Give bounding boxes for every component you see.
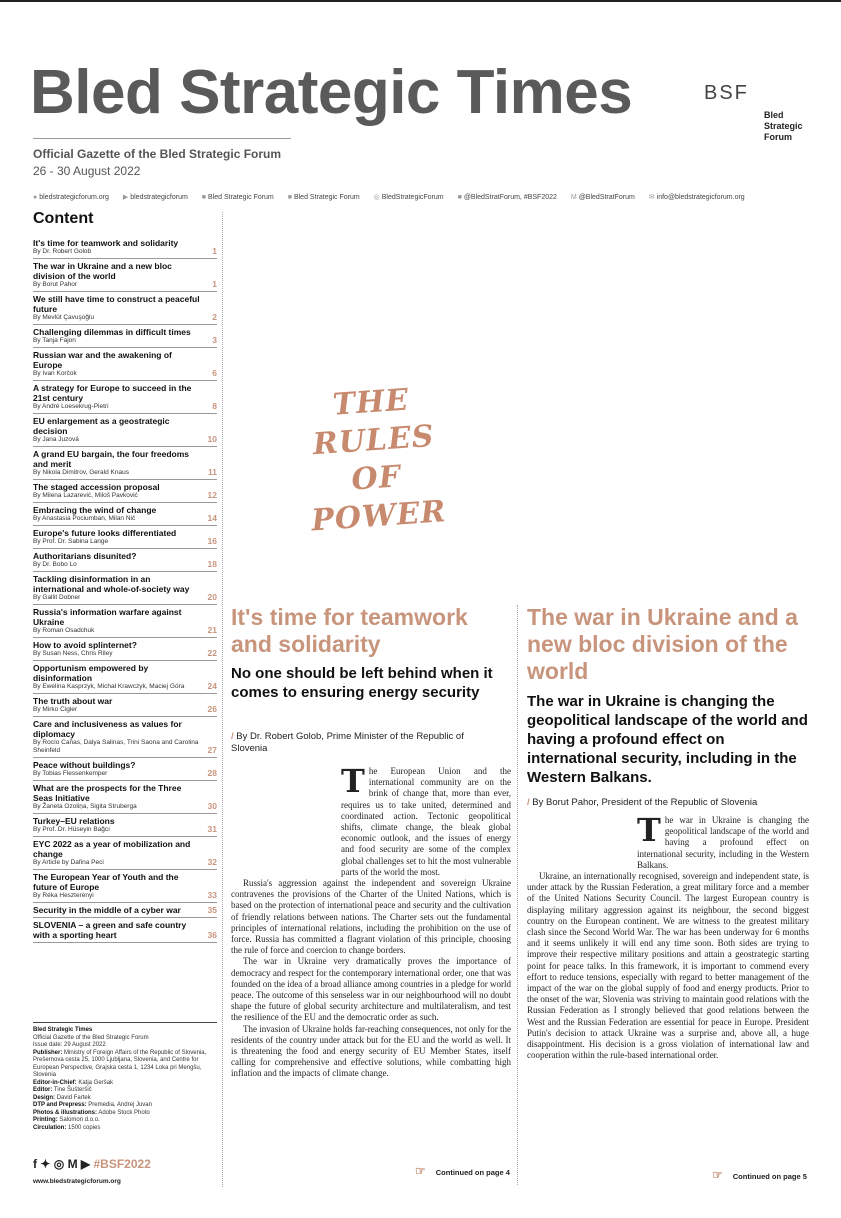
toc-item-page: 2 [212,312,217,322]
masthead-rule [33,138,291,139]
toc-item[interactable] [33,605,217,638]
footer-url[interactable]: www.bledstrategicforum.org [33,1178,121,1185]
toc-item[interactable] [33,661,217,694]
imprint-circulation: 1500 copies [68,1124,101,1131]
article1-byline [231,731,501,755]
social-facebook[interactable]: ■ Bled Strategic Forum [287,194,360,201]
toc-item-author: By Nikola Dimitrov, Gerald Knaus [33,469,129,476]
imprint-dtp: Premedia, Andrej Juvan [88,1102,152,1108]
twitter-icon: ■ [457,194,462,201]
imprint-issue: Issue date: 29 August 2022 [33,1042,106,1048]
imprint-photos: Adobe Stock Photo [98,1109,150,1116]
toc-item-page: 8 [212,401,217,411]
toc-item-page: 30 [207,801,217,811]
toc-item-page: 22 [207,648,217,658]
logo-line: Bled [764,110,784,120]
footer-hashtag[interactable]: #BSF2022 [93,1157,151,1171]
imprint [33,1022,217,1132]
toc-item[interactable] [33,549,217,572]
toc-item-title: The European Year of Youth and the future of Europe [33,872,179,892]
article2-p2: Ukraine, an internationally recognised, sovereign and independent state, is under attack by the Russian Federation, a great military force and a member of the United Nations Security Council. The largest European country is displaying military aggression against its neighbour, the second biggest country on the European continent. We are witness to the greatest military clash since the Second World War. The war has been underway for 6 months and it seems unlikely it will end any time soon. Both sides are trying to improve their respective military positions and attain a geostrategic starting point for peace talks. In this framework, it is important to commend every effort to reduce tensions, especially with regard to better management of the impact of the war on the global supply of food and energy products. Prior to the onset of the war, Slovenia was striving to maintain good relations with the Russian Federation as I strongly believed that good relations between the West and the Russian Federation are essential for peace in Europe. President Putin's decision to attack Ukraine was a surprise and, above all, a huge disappointment. His decision is a gross violation of international law and cooperation within the rule-based international order. [527,871,809,1061]
bsf-logo: BSF [704,82,749,104]
continued-label: Continued on page 4 [435,1168,510,1177]
masthead-subtitle: Official Gazette of the Bled Strategic Forum [33,147,282,161]
toc-item-title: Embracing the wind of change [33,505,157,515]
toc-item-title: Peace without buildings? [33,760,136,770]
toc-item-title: SLOVENIA – a green and safe country with a sporting heart [33,920,187,940]
footer-social [33,1157,151,1171]
toc-item-author: By Rocío Cañas, Dalya Salinas, Trini Saona and Carolina Sheinfeld [33,739,199,754]
toc-item-page: 31 [207,824,217,834]
article1-p4: The invasion of Ukraine holds far-reaching consequences, not only for the residents of the country under attack but for the EU and the world as well. It is threatening the food and energy security of EU Member States, itself calling for comprehensive and effective solutions, while combatting high inflation and the impacts of climate change. [231,1023,511,1079]
imprint-name: Bled Strategic Times [33,1027,93,1033]
article2-byline [527,797,817,809]
toc-item-author: By Mevlüt Çavuşoğlu [33,314,95,321]
imprint-label: DTP and Prepress: [33,1102,87,1108]
article1-p1: he European Union and the international community are on the brink of change that, more than ever, requires us to take united, determined and coordinated action. Tectonic geopolitical shifts, climate change, the bleak global economic outlook, and the issues of energy and food security are some of the complex global challenges set to hit the most vulnerable parts of the world the most. [341,766,511,877]
toc-item-page: 3 [212,335,217,345]
toc-item-title: We still have time to construct a peaceful future [33,294,200,314]
toc-title: Content [33,210,94,227]
toc-item-author: By Susan Ness, Chris Riley [33,650,113,657]
toc-item-author: By Réka Heszterényi [33,892,94,899]
medium-icon: M [570,194,577,201]
toc-item-title: Security in the middle of a cyber war [33,905,181,915]
imprint-gazette: Official Gazette of the Bled Strategic Forum [33,1034,149,1041]
article1-author: By Dr. Robert Golob, Prime Minister of the Republic of Slovenia [231,731,464,754]
toc-item[interactable] [33,694,217,717]
top-rule [0,0,841,2]
imprint-eic: Katja Geršak [78,1079,114,1086]
toc-item-title: Russia's information warfare against Ukraine [33,607,182,627]
article1-p3: The war in Ukraine very dramatically proves the importance of democracy and respect for the contemporary international order, one that was founded on the idea of a broad alliance among countries in a pledge for world peace. The outcome of this senseless war in our neighbourhood will no doubt shape the future of global security architecture and multilateralism, and test the resilience of the EU and the democratic order as such. [231,956,511,1023]
imprint-label: Photos & illustrations: [33,1109,98,1116]
column-divider [222,212,223,1187]
toc-item-author: By Dr. Robert Golob [33,248,92,255]
imprint-editor: Tine Šušteršič [53,1087,92,1093]
toc-item-page: 11 [208,467,217,477]
pointing-hand-icon: ☞ [712,1168,723,1182]
toc-item-author: By Mirko Cigler [33,706,78,713]
toc-item[interactable] [33,503,217,526]
illustration-line: RULES OF [311,418,436,498]
toc-item-page: 28 [207,768,217,778]
instagram-icon: ◎ [373,194,380,201]
toc-item-page: 35 [207,905,217,915]
toc-item[interactable] [33,381,217,414]
toc-item[interactable] [33,903,217,918]
social-web[interactable]: ● bledstrategicforum.org [33,194,109,201]
masthead-dates: 26 - 30 August 2022 [33,164,141,178]
toc-item-author: By Roman Osadchuk [33,627,95,634]
imprint-label: Circulation: [33,1124,67,1131]
toc-item-page: 36 [207,930,217,940]
toc-item[interactable] [33,236,217,259]
toc-item[interactable] [33,526,217,549]
toc-item-page: 32 [207,857,217,867]
imprint-design: David Fartek [56,1094,91,1101]
toc-item-page: 16 [207,536,217,546]
toc-item[interactable] [33,447,217,480]
flickr-icon: ■ [201,194,207,201]
toc-item-page: 26 [207,704,217,714]
toc-item-author: By Ewelina Kasprzyk, Michał Krawczyk, Maciej Góra [33,683,185,690]
illustration-rules-of-power [280,378,470,542]
article2-lead [637,811,809,871]
toc-item-title: It's time for teamwork and solidarity [33,238,179,248]
toc-item-page: 10 [207,434,217,444]
toc-item-title: EYC 2022 as a year of mobilization and change [33,839,191,859]
column-divider [517,605,518,1185]
toc-item-page: 6 [212,368,217,378]
imprint-printing: Salomon d.o.o. [59,1117,100,1123]
toc-item-title: The staged accession proposal [33,482,160,492]
toc-item-author: By Jana Juzová [33,436,79,443]
imprint-publisher: Ministry of Foreign Affairs of the Republic of Slovenia, Prešernova cesta 25, 1000 Ljubljana, Slovenia, and Centre for European Perspective, Grajska cesta 1, 1234 Loka pri Mengšu, Slovenia [33,1049,207,1078]
article1-lead [341,762,511,878]
toc-item-author: By Milena Lazarević, Miloš Pavković [33,492,138,499]
toc-item-title: EU enlargement as a geostrategic decision [33,416,170,436]
toc-item-page: 1 [212,279,217,289]
social-twitter[interactable]: ■ @BledStratForum, #BSF2022 [457,194,557,201]
toc-item[interactable] [33,572,217,605]
toc-item-author: By Tanja Fajon [33,337,76,344]
dropcap: T [341,762,365,800]
logo-line: Forum [764,132,792,142]
toc-item[interactable] [33,837,217,870]
toc-item[interactable] [33,781,217,814]
imprint-label: Design: [33,1094,56,1101]
social-instagram[interactable]: ◎ BledStrategicForum [373,194,444,201]
dropcap: T [637,811,661,849]
youtube-icon[interactable]: ▶ [80,1157,91,1171]
toc-item-author: By Žaneta Ozoliņa, Sigita Struberga [33,803,137,810]
toc-item-page: 12 [207,490,217,500]
illustration-line: POWER [310,494,448,539]
toc-item-page: 1 [212,246,217,256]
toc-item[interactable] [33,717,217,758]
toc-item-page: 20 [207,592,217,602]
article2-headline[interactable]: The war in Ukraine and a new bloc division of the world [527,604,798,684]
social-flickr[interactable]: ■ Bled Strategic Forum [201,194,274,201]
toc-item-author: By Article by Dafina Peci [33,859,104,866]
toc-item-title: Care and inclusiveness as values for diplomacy [33,719,182,739]
social-email[interactable]: ✉ info@bledstrategicforum.org [648,194,745,201]
toc-item-page: 18 [207,559,217,569]
toc-item[interactable] [33,480,217,503]
article1-p2: Russia's aggression against the independent and sovereign Ukraine contravenes the provisions of the Charter of the United Nations, which is based on the protection of international peace and security and the cultivation of friendly relations between nations. The Charter sets out the fundamental principles of international relations, including the prohibition on the use of force. Russia has committed a flagrant violation of this principle, choosing the rule of force and coercion to change borders. [231,878,511,956]
toc-item-title: Europe's future looks differentiated [33,528,177,538]
toc-item-title: Turkey–EU relations [33,816,115,826]
article1-body [231,762,511,1080]
twitter-icon[interactable]: ✦ [40,1157,51,1171]
article2-author: By Borut Pahor, President of the Republic of Slovenia [532,797,758,808]
youtube-icon: ▶ [122,194,129,201]
instagram-icon[interactable]: ◎ [53,1157,65,1171]
logo-line: Strategic [764,121,803,131]
article1-subheadline: No one should be left behind when it comes to ensuring energy security [231,665,493,701]
toc-item[interactable] [33,259,217,292]
social-youtube[interactable]: ▶ bledstrategicforum [122,194,188,201]
toc-item-author: By Dr. Bobo Lo [33,561,77,568]
globe-icon: ● [33,194,38,201]
toc-item[interactable] [33,814,217,837]
toc-item-title: Authoritarians disunited? [33,551,137,561]
toc-item-author: By Borut Pahor [33,281,78,288]
toc-item-title: What are the prospects for the Three Seas Initiative [33,783,182,803]
article2-continued[interactable] [712,1168,807,1182]
toc-item-title: A strategy for Europe to succeed in the 21st century [33,383,192,403]
toc-item-author: By Tobias Flessenkemper [33,770,108,777]
article1-continued[interactable] [415,1164,510,1178]
toc-item-title: Challenging dilemmas in difficult times [33,327,191,337]
toc-item-title: Russian war and the awakening of Europe [33,350,172,370]
article2-body [527,811,809,1061]
toc-item-page: 24 [207,681,217,691]
masthead-title: Bled Strategic Times [30,58,633,127]
social-medium[interactable]: M @BledStratForum [570,194,635,201]
toc-item[interactable] [33,292,217,325]
toc-item-author: By Prof. Dr. Sabina Lange [33,538,109,545]
toc-item-page: 33 [207,890,217,900]
toc-item[interactable] [33,918,217,943]
pointing-hand-icon: ☞ [415,1164,426,1178]
table-of-contents [33,236,217,943]
toc-item[interactable] [33,325,217,348]
toc-item-author: By André Loesekrug-Pietri [33,403,109,410]
toc-item-page: 27 [207,745,217,755]
toc-item-page: 14 [207,513,217,523]
toc-item-title: Opportunism empowered by disinformation [33,663,149,683]
toc-item-title: How to avoid splinternet? [33,640,137,650]
social-links [33,193,757,201]
slash-mark: / [231,731,234,742]
toc-item[interactable] [33,414,217,447]
continued-label: Continued on page 5 [732,1172,807,1181]
toc-item-author: By Prof. Dr. Hüseyin Bağcı [33,826,110,833]
imprint-label: Editor: [33,1087,53,1093]
illustration-line: THE [331,382,411,423]
toc-item-title: The war in Ukraine and a new bloc division of the world [33,261,172,281]
toc-item-title: The truth about war [33,696,113,706]
toc-item-author: By Ivan Korčok [33,370,77,377]
imprint-label: Publisher: [33,1049,63,1056]
article2-p1: he war in Ukraine is changing the geopolitical landscape of the world and having a profound effect on international security, including in the Western Balkans. [637,815,809,870]
email-icon: ✉ [648,194,655,201]
slash-mark: / [527,797,530,808]
toc-item-title: A grand EU bargain, the four freedoms and merit [33,449,190,469]
toc-item-title: Tackling disinformation in an international and whole-of-society way [33,574,190,594]
medium-icon[interactable]: M [67,1157,78,1171]
article2-subheadline: The war in Ukraine is changing the geopolitical landscape of the world and having a profound effect on international security, including in the Western Balkans. [527,693,808,786]
toc-item-page: 21 [207,625,217,635]
toc-item-author: By Gallit Dobner [33,594,81,601]
toc-item[interactable] [33,348,217,381]
facebook-icon[interactable]: f [33,1157,37,1171]
toc-item[interactable] [33,638,217,661]
bsf-logo-name [764,110,803,143]
imprint-label: Editor-in-Chief: [33,1079,77,1086]
imprint-label: Printing: [33,1117,58,1123]
facebook-icon: ■ [287,194,292,201]
toc-item[interactable] [33,870,217,903]
article1-headline[interactable]: It's time for teamwork and solidarity [231,604,468,657]
toc-item-author: By Anastasia Pociumban, Milan Nič [33,515,136,522]
toc-item[interactable] [33,758,217,781]
